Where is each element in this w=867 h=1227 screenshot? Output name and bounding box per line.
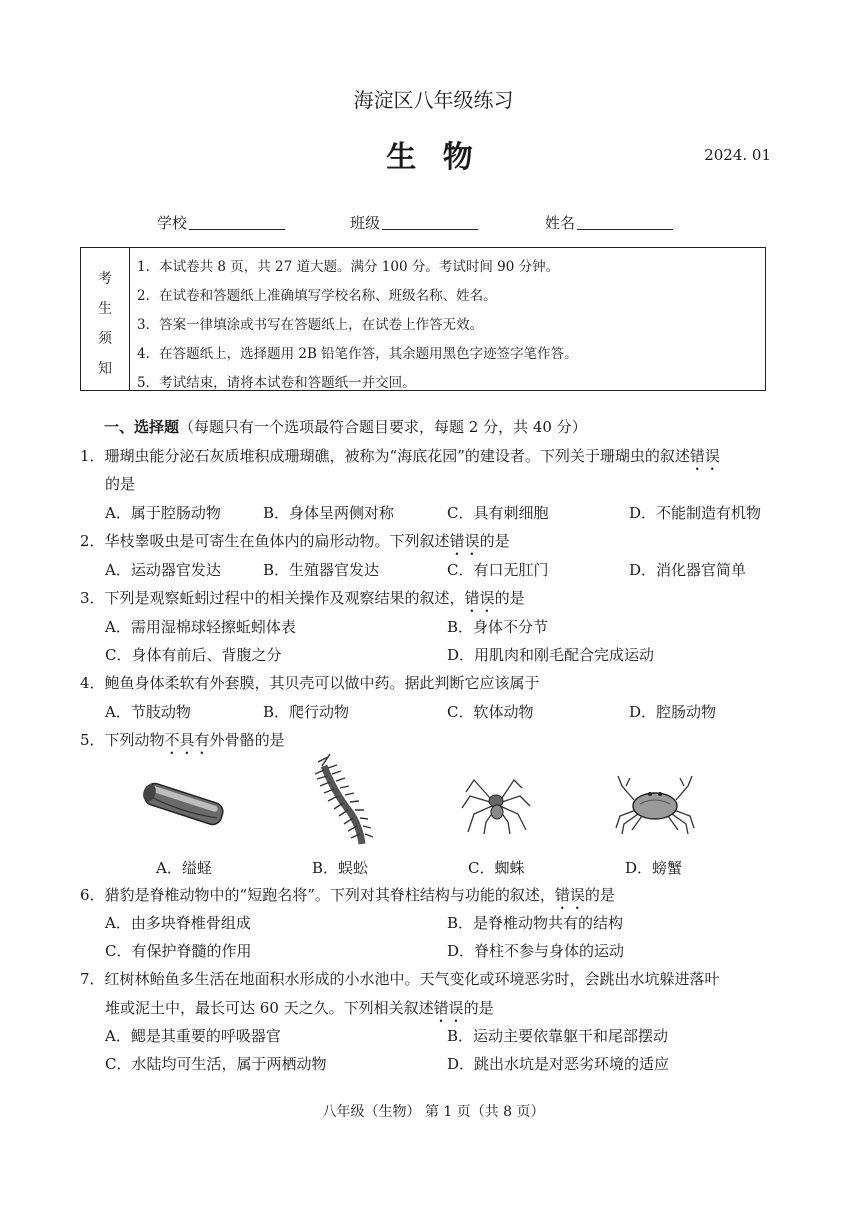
stem-emphasis: 错误 xyxy=(464,589,495,607)
question-2-option-d[interactable]: D．消化器官简单 xyxy=(629,561,747,579)
question-3-option-c[interactable]: C．身体有前后、背腹之分 xyxy=(105,646,282,664)
question-5-option-b[interactable]: B．蜈蚣 xyxy=(312,859,369,877)
name-field[interactable] xyxy=(545,212,673,233)
question-3-option-b[interactable]: B．身体不分节 xyxy=(447,618,549,636)
stem-text: 的是 xyxy=(584,886,615,904)
question-3-stem xyxy=(80,587,525,616)
question-2-option-c[interactable]: C．有口无肛门 xyxy=(447,561,549,579)
class-field[interactable] xyxy=(350,212,478,233)
page-footer: 八年级（生物） 第 1 页（共 8 页） xyxy=(322,1104,545,1120)
stem-text: 6．猎豹是脊椎动物中的“短跑名将”。下列对其脊柱结构与功能的叙述， xyxy=(80,886,555,904)
spider-image xyxy=(460,774,532,836)
notice-heading-char: 考 xyxy=(98,271,112,287)
notice-item: 3．答案一律填涂或书写在答题纸上，在试卷上作答无效。 xyxy=(137,317,484,333)
stem-emphasis: 错误 xyxy=(433,999,464,1017)
exam-date: 2024. 01 xyxy=(704,146,771,164)
stem-text: 5．下列动物 xyxy=(80,731,165,749)
question-5-option-a[interactable]: A．缢蛏 xyxy=(156,859,212,877)
section-heading xyxy=(104,416,587,437)
notice-item: 1．本试卷共 8 页，共 27 道大题。满分 100 分。考试时间 90 分钟。 xyxy=(137,259,560,275)
question-1-option-c[interactable]: C．具有刺细胞 xyxy=(447,504,549,522)
question-4-option-b[interactable]: B．爬行动物 xyxy=(263,703,350,721)
crab-image xyxy=(612,770,698,838)
school-blank[interactable] xyxy=(189,215,285,230)
question-2-option-a[interactable]: A．运动器官发达 xyxy=(105,561,221,579)
stem-text: 2．华枝睾吸虫是可寄生在鱼体内的扁形动物。下列叙述 xyxy=(80,532,450,550)
question-3-option-d[interactable]: D．用肌肉和刚毛配合完成运动 xyxy=(447,646,655,664)
question-7-option-d[interactable]: D．跳出水坑是对恶劣环境的适应 xyxy=(447,1055,670,1073)
stem-emphasis: 错误 xyxy=(449,532,480,550)
razor-clam-image xyxy=(138,773,230,833)
stem-text: 3．下列是观察蚯蚓过程中的相关操作及观察结果的叙述， xyxy=(80,589,465,607)
notice-item: 4．在答题纸上，选择题用 2B 铅笔作答，其余题用黑色字迹签字笔作答。 xyxy=(137,346,578,362)
stem-text: 的是 xyxy=(479,532,510,550)
question-4-option-a[interactable]: A．节肢动物 xyxy=(105,703,191,721)
stem-text: 堆或泥土中，最长可达 60 天之久。下列相关叙述 xyxy=(105,999,434,1017)
question-6-stem xyxy=(80,884,615,913)
school-field[interactable] xyxy=(157,212,285,233)
class-blank[interactable] xyxy=(382,215,478,230)
notice-heading-char: 须 xyxy=(98,331,112,347)
question-7-stem: 7．红树林鲐鱼多生活在地面积水形成的小水池中。天气变化或环境恶劣时，会跳出水坑躲进落叶 xyxy=(80,970,720,988)
question-1-option-d[interactable]: D．不能制造有机物 xyxy=(629,504,762,522)
question-4-option-d[interactable]: D．腔肠动物 xyxy=(629,703,717,721)
question-7-option-c[interactable]: C．水陆均可生活，属于两栖动物 xyxy=(105,1055,327,1073)
stem-text: 的是 xyxy=(463,999,494,1017)
question-4-option-c[interactable]: C．软体动物 xyxy=(447,703,534,721)
exam-title: 海淀区八年级练习 xyxy=(353,88,514,112)
question-1-option-a[interactable]: A．属于腔肠动物 xyxy=(105,504,221,522)
class-label: 班级 xyxy=(350,214,381,232)
subject-title: 生 物 xyxy=(386,140,481,175)
question-5-option-c[interactable]: C．蜘蛛 xyxy=(468,859,525,877)
stem-text: 外骨骼的是 xyxy=(209,731,285,749)
centipede-image xyxy=(300,752,380,852)
question-2-stem xyxy=(80,530,510,559)
question-6-option-c[interactable]: C．有保护脊髓的作用 xyxy=(105,942,252,960)
name-blank[interactable] xyxy=(577,215,673,230)
question-6-option-a[interactable]: A．由多块脊椎骨组成 xyxy=(105,914,251,932)
section-note: （每题只有一个选项最符合题目要求，每题 2 分，共 40 分） xyxy=(179,418,587,436)
school-label: 学校 xyxy=(157,214,188,232)
stem-emphasis: 不具有 xyxy=(164,731,210,749)
question-7-option-a[interactable]: A．鳃是其重要的呼吸器官 xyxy=(105,1027,281,1045)
name-label: 姓名 xyxy=(545,214,576,232)
question-2-option-b[interactable]: B．生殖器官发达 xyxy=(263,561,380,579)
section-title: 一、选择题 xyxy=(104,418,180,436)
question-7-stem-cont xyxy=(105,997,494,1026)
notice-item: 2．在试卷和答题纸上准确填写学校名称、班级名称、姓名。 xyxy=(137,288,497,304)
candidate-notice-box xyxy=(80,247,766,391)
notice-item: 5．考试结束，请将本试卷和答题纸一并交回。 xyxy=(137,375,416,391)
notice-heading-char: 知 xyxy=(98,361,112,377)
question-5-stem xyxy=(80,729,285,758)
question-1-option-b[interactable]: B．身体呈两侧对称 xyxy=(263,504,395,522)
stem-text: 的是 xyxy=(494,589,525,607)
question-7-option-b[interactable]: B．运动主要依靠躯干和尾部摆动 xyxy=(447,1027,669,1045)
stem-emphasis: 错误 xyxy=(689,447,720,465)
notice-heading xyxy=(81,248,130,390)
stem-emphasis: 错误 xyxy=(554,886,585,904)
question-4-stem: 4．鲍鱼身体柔软有外套膜，其贝壳可以做中药。据此判断它应该属于 xyxy=(80,674,540,692)
question-1-stem-cont: 的是 xyxy=(105,475,136,493)
question-1-stem xyxy=(80,445,720,474)
question-6-option-b[interactable]: B．是脊椎动物共有的结构 xyxy=(447,914,624,932)
notice-heading-char: 生 xyxy=(98,301,112,317)
question-3-option-a[interactable]: A．需用湿棉球轻擦蚯蚓体表 xyxy=(105,618,296,636)
question-6-option-d[interactable]: D．脊柱不参与身体的运动 xyxy=(447,942,625,960)
stem-text: 1．珊瑚虫能分泌石灰质堆积成珊瑚礁，被称为“海底花园”的建设者。下列关于珊瑚虫的叙述 xyxy=(80,447,690,465)
question-5-option-d[interactable]: D．螃蟹 xyxy=(625,859,683,877)
